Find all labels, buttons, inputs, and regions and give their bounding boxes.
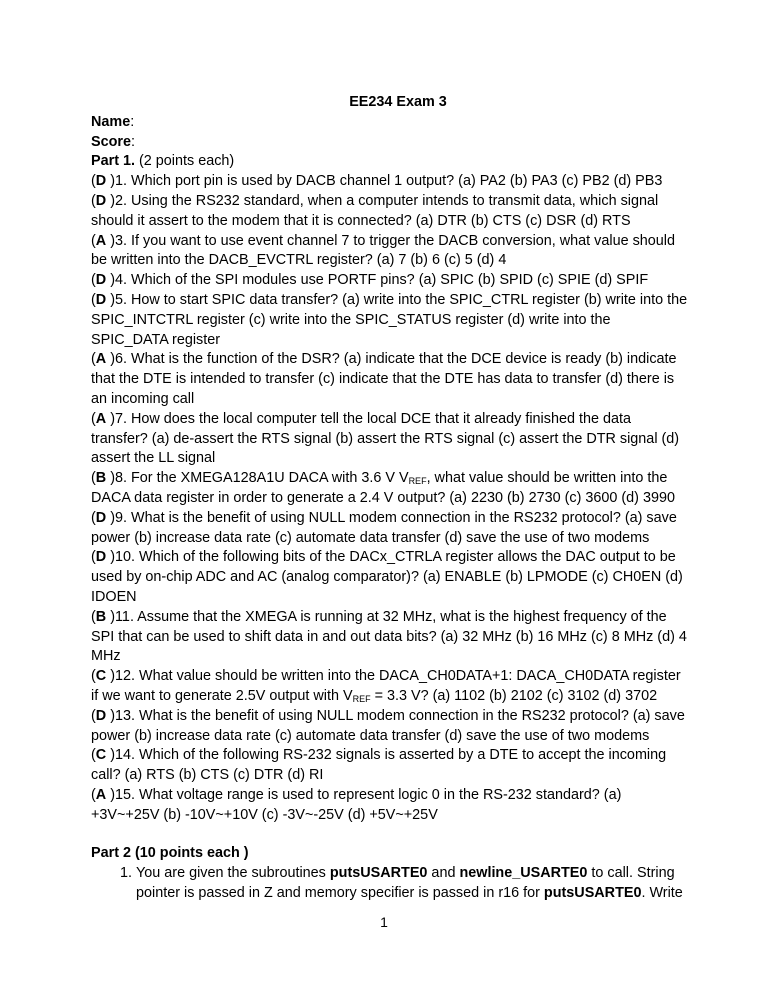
question-text: Assume that the XMEGA is running at 32 MHz, what is the highest frequency of the SPI that can be used to shift data in and out data bits? (a) 32 MHz (b) 16 MHz (c) 8 MHz (d) 4 MHz xyxy=(91,608,687,665)
question-text: How to start SPIC data transfer? (a) write into the SPIC_CTRL register (b) write into the SPIC_INTCTRL register (c) write into the SPIC_STATUS register (d) write into the SPIC_DATA register xyxy=(91,291,688,348)
question-item: (D )13. What is the benefit of using NULL modem connection in the RS232 protocol? (a) save power (b) increase data rate (c) automate data transfer (d) save the use of two modems xyxy=(91,707,685,744)
part2-heading xyxy=(91,844,691,864)
question-number: 8. xyxy=(115,470,128,487)
answer-letter: D xyxy=(95,707,107,724)
question-number: 9. xyxy=(115,509,128,526)
answer-letter: D xyxy=(95,291,107,308)
question-item: (A )3. If you want to use event channel 7 to trigger the DACB conversion, what value should be written into the DACB_EVCTRL register? (a) 7 (b) 6 (c) 5 (d) 4 xyxy=(91,232,675,269)
score-line: Score: xyxy=(91,133,135,150)
question-item: (A )15. What voltage range is used to represent logic 0 in the RS-232 standard? (a) +3V~+25V (b) -10V~+10V (c) -3V~-25V (d) +5V~+25V xyxy=(91,786,622,823)
part2-list xyxy=(91,864,691,904)
question-text-cont: , what value should be written into the DACA data register in order to generate a 2.4 V output? (a) 2230 (b) 2730 (c) 3600 (d) 3990 xyxy=(91,470,675,506)
question-item: (D )10. Which of the following bits of the DACx_CTRLA register allows the DAC output to be used by on-chip ADC and AC (analog comparator)? (a) ENABLE (b) LPMODE (c) CH0EN (d) IDOEN xyxy=(91,549,683,605)
question-number: 14. xyxy=(115,747,136,764)
question-item: (D )1. Which port pin is used by DACB channel 1 output? (a) PA2 (b) PA3 (c) PB2 (d) PB3 xyxy=(91,173,663,190)
answer-letter: A xyxy=(95,410,107,427)
answer-letter: D xyxy=(95,192,107,209)
question-text: For the XMEGA128A1U DACA with 3.6 V V xyxy=(131,470,409,487)
question-number: 10. xyxy=(115,549,136,566)
question-number: 7. xyxy=(115,410,128,427)
question-number: 12. xyxy=(115,668,136,685)
score-label: Score xyxy=(91,133,131,150)
question-text: What value should be written into the DACA_CH0DATA+1: DACA_CH0DATA register if we want to generate 2.5V output with V xyxy=(91,668,681,704)
answer-letter: B xyxy=(95,470,107,487)
question-number: 4. xyxy=(115,272,128,289)
answer-letter: D xyxy=(95,549,107,566)
name-line: Name: xyxy=(91,113,135,130)
question-text: Using the RS232 standard, when a computer intends to transmit data, which signal should it assert to the modem that it is connected? (a) DTR (b) CTS (c) DSR (d) RTS xyxy=(91,192,659,229)
answer-letter: A xyxy=(95,351,107,368)
part1-points: (2 points each) xyxy=(139,153,235,170)
question-number: 3. xyxy=(115,232,128,249)
question-item: (D )9. What is the benefit of using NULL modem connection in the RS232 protocol? (a) save power (b) increase data rate (c) automate data transfer (d) save the use of two modems xyxy=(91,509,677,546)
part1-label: Part 1 xyxy=(91,153,131,170)
question-item: (A )7. How does the local computer tell the local DCE that it already finished the data transfer? (a) de-assert the RTS signal (b) assert the RTS signal (c) assert the DTR signal (d) assert the LL signal xyxy=(91,410,680,467)
question-item: (D )4. Which of the SPI modules use PORTF pins? (a) SPIC (b) SPID (c) SPIE (d) SPIF xyxy=(91,272,649,289)
exam-page xyxy=(91,93,691,904)
answer-letter: C xyxy=(95,668,107,685)
part2-item: 1. You are given the subroutines putsUSARTE0 and newline_USARTE0 to call. String pointer is passed in Z and memory specifier is passed in r16 for putsUSARTE0. Write xyxy=(136,864,691,904)
name-label: Name xyxy=(91,113,131,130)
question-text: How does the local computer tell the local DCE that it already finished the data transfer? (a) de-assert the RTS signal (b) assert the RTS signal (c) assert the DTR signal (d) assert the LL signal xyxy=(91,410,680,467)
answer-letter: D xyxy=(95,509,107,526)
answer-letter: B xyxy=(95,608,107,625)
question-number: 1. xyxy=(115,173,128,190)
answer-letter: A xyxy=(95,232,107,249)
question-text: What is the benefit of using NULL modem connection in the RS232 protocol? (a) save power (b) increase data rate (c) automate data transfer (d) save the use of two modems xyxy=(91,707,685,744)
question-number: 5. xyxy=(115,291,128,308)
question-item: (D )5. How to start SPIC data transfer? (a) write into the SPIC_CTRL register (b) write into the SPIC_INTCTRL register (c) write into the SPIC_STATUS register (d) write into the SPIC_DATA register xyxy=(91,291,688,348)
question-number: 13. xyxy=(115,707,136,724)
question-text: If you want to use event channel 7 to trigger the DACB conversion, what value should be written into the DACB_EVCTRL register? (a) 7 (b) 6 (c) 5 (d) 4 xyxy=(91,232,675,269)
part1-heading: Part 1. (2 points each) xyxy=(91,153,235,170)
question-item: (C )14. Which of the following RS-232 signals is asserted by a DTE to accept the incoming call? (a) RTS (b) CTS (c) DTR (d) RI xyxy=(91,747,667,784)
answer-letter: D xyxy=(95,173,107,190)
question-text: Which of the following bits of the DACx_CTRLA register allows the DAC output to be used by on-chip ADC and AC (analog comparator)? (a) ENABLE (b) LPMODE (c) CH0EN (d) IDOEN xyxy=(91,549,683,605)
question-text: What is the benefit of using NULL modem connection in the RS232 protocol? (a) save power (b) increase data rate (c) automate data transfer (d) save the use of two modems xyxy=(91,509,677,546)
question-number: 15. xyxy=(115,786,136,803)
question-text-cont: = 3.3 V? (a) 1102 (b) 2102 (c) 3102 (d) 3702 xyxy=(370,687,658,704)
question-item: (B )11. Assume that the XMEGA is running at 32 MHz, what is the highest frequency of the SPI that can be used to shift data in and out data bits? (a) 32 MHz (b) 16 MHz (c) 8 MHz (d) 4 MHz xyxy=(91,608,687,665)
question-text: Which of the following RS-232 signals is asserted by a DTE to accept the incoming call? (a) RTS (b) CTS (c) DTR (d) RI xyxy=(91,747,667,784)
question-number: 6. xyxy=(115,351,128,368)
answer-letter: C xyxy=(95,747,107,764)
subscript: REF xyxy=(352,693,371,704)
question-item: (A )6. What is the function of the DSR? (a) indicate that the DCE device is ready (b) indicate that the DTE is intended to transfer (c) indicate that the DTE has data to transfer (d) there is an incoming call xyxy=(91,351,677,407)
answer-letter: A xyxy=(95,786,107,803)
question-text: What is the function of the DSR? (a) indicate that the DCE device is ready (b) indicate that the DTE is intended to transfer (c) indicate that the DTE has data to transfer (d) there is an incoming call xyxy=(91,351,677,407)
question-text: What voltage range is used to represent logic 0 in the RS-232 standard? (a) +3V~+25V (b) -10V~+10V (c) -3V~-25V (d) +5V~+25V xyxy=(91,786,622,823)
question-text: Which port pin is used by DACB channel 1 output? (a) PA2 (b) PA3 (c) PB2 (d) PB3 xyxy=(131,173,663,190)
subscript: REF xyxy=(408,476,427,487)
page-title: EE234 Exam 3 xyxy=(349,94,447,110)
answer-letter: D xyxy=(95,272,107,289)
question-text: Which of the SPI modules use PORTF pins? (a) SPIC (b) SPID (c) SPIE (d) SPIF xyxy=(131,272,649,289)
question-item: (D )2. Using the RS232 standard, when a computer intends to transmit data, which signal should it assert to the modem that it is connected? (a) DTR (b) CTS (c) DSR (d) RTS xyxy=(91,192,659,229)
question-item: (C )12. What value should be written into the DACA_CH0DATA+1: DACA_CH0DATA register if we want to generate 2.5V output with $V_{REF} = 3.3$ V? (a) 1102 (b) 2102 (c) 3102 (d) 3702 xyxy=(91,668,681,704)
part2-label: Part 2 (10 points each ) xyxy=(91,845,249,862)
question-number: 2. xyxy=(115,192,128,209)
question-number: 11. xyxy=(115,608,134,625)
page-number: 1 xyxy=(380,914,388,930)
question-item: (B )8. For the XMEGA128A1U DACA with 3.6 V $V_{REF}$, what value should be written into the DACA data register in order to generate a 2.4 V output? (a) 2230 (b) 2730 (c) 3600 (d) 3990 xyxy=(91,470,675,506)
question-list xyxy=(91,172,691,825)
